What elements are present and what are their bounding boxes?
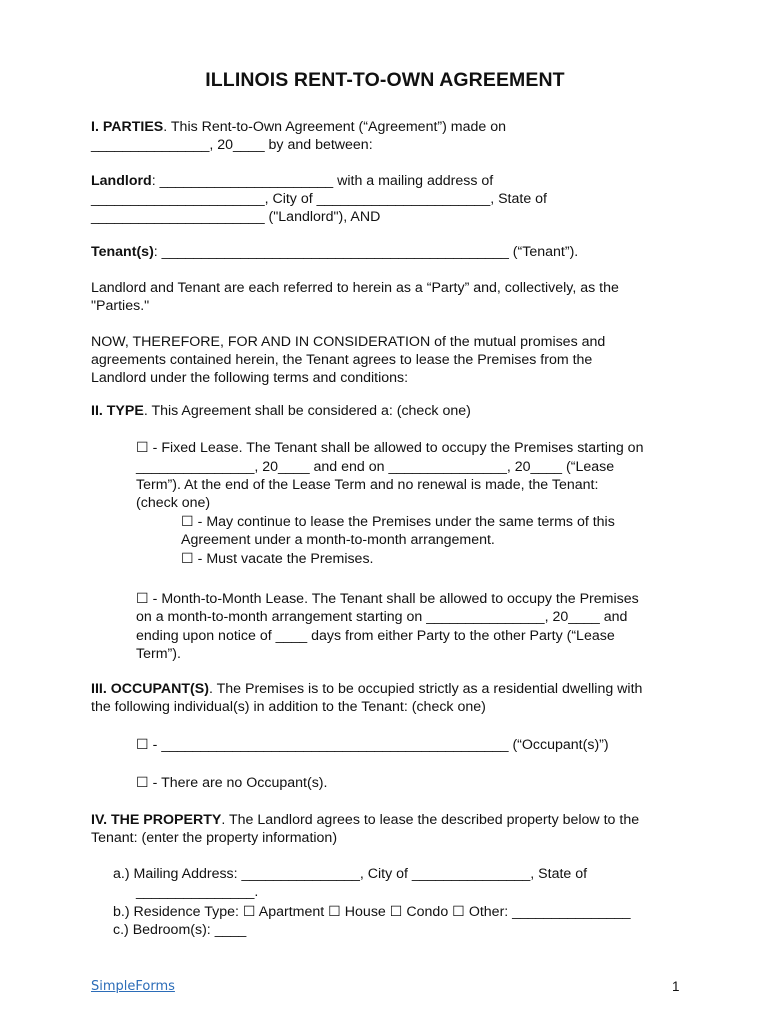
month-to-month-notice-line: ending upon notice of ____ days from either Party to the other Party (“Lease — [136, 628, 615, 644]
property-heading: IV. THE PROPERTY — [91, 812, 222, 828]
mailing-address-line: a.) Mailing Address: _______________, City of _______________, State of — [113, 866, 588, 882]
parties-paragraph: I. PARTIES. This Rent-to-Own Agreement (“Agreement”) made on — [91, 119, 507, 135]
month-to-month-checkbox-line[interactable]: ☐ - Month-to-Month Lease. The Tenant shall be allowed to occupy the Premises — [136, 591, 639, 607]
no-occupants-checkbox-line[interactable]: ☐ - There are no Occupant(s). — [136, 775, 328, 791]
parties-date-line: _______________, 20____ by and between: — [91, 137, 373, 153]
continue-lease-line-2: Agreement under a month-to-month arrangement. — [181, 532, 495, 548]
month-to-month-start-line: on a month-to-month arrangement starting on _______________, 20____ and — [136, 609, 628, 625]
occupants-heading: III. OCCUPANT(S) — [91, 681, 209, 697]
parties-heading: I. PARTIES — [91, 119, 164, 135]
occupants-paragraph: III. OCCUPANT(S). The Premises is to be occupied strictly as a residential dwelling with — [91, 681, 643, 697]
type-paragraph: II. TYPE. This Agreement shall be considered a: (check one) — [91, 403, 471, 419]
bedrooms-line: c.) Bedroom(s): ____ — [113, 922, 247, 938]
party-definition-line-2: "Parties." — [91, 298, 150, 314]
month-to-month-term-line: Term”). — [136, 646, 181, 662]
landlord-line: Landlord: ______________________ with a mailing address of — [91, 173, 494, 189]
property-line-2: Tenant: (enter the property information) — [91, 830, 338, 846]
property-paragraph: IV. THE PROPERTY. The Landlord agrees to lease the described property below to the — [91, 812, 640, 828]
landlord-label: Landlord — [91, 173, 152, 189]
fixed-lease-checkbox-line[interactable]: ☐ - Fixed Lease. The Tenant shall be allowed to occupy the Premises starting on — [136, 440, 644, 456]
occupants-line-2: the following individual(s) in addition to the Tenant: (check one) — [91, 699, 486, 715]
landlord-state-line: ______________________ ("Landlord"), AND — [91, 209, 381, 225]
tenant-line: Tenant(s): ____________________________________________ (“Tenant”). — [91, 244, 579, 260]
vacate-checkbox-line[interactable]: ☐ - Must vacate the Premises. — [181, 551, 374, 567]
tenant-label: Tenant(s) — [91, 244, 154, 260]
mailing-address-state-line: _______________. — [136, 884, 259, 900]
occupants-named-checkbox-line[interactable]: ☐ - ____________________________________________ (“Occupant(s)”) — [136, 737, 609, 753]
consideration-line-3: Landlord under the following terms and conditions: — [91, 370, 409, 386]
document-title: ILLINOIS RENT-TO-OWN AGREEMENT — [205, 69, 565, 91]
continue-lease-checkbox-line[interactable]: ☐ - May continue to lease the Premises under the same terms of this — [181, 514, 615, 530]
residence-type-line[interactable]: b.) Residence Type: ☐ Apartment ☐ House ☐ Condo ☐ Other: _______________ — [113, 904, 631, 920]
type-heading: II. TYPE — [91, 403, 144, 419]
fixed-lease-check-one: (check one) — [136, 495, 211, 511]
fixed-lease-term-line: Term”). At the end of the Lease Term and no renewal is made, the Tenant: — [136, 477, 599, 493]
consideration-line-2: agreements contained herein, the Tenant agrees to lease the Premises from the — [91, 352, 593, 368]
party-definition-line: Landlord and Tenant are each referred to herein as a “Party” and, collectively, as the — [91, 280, 619, 296]
consideration-line: NOW, THEREFORE, FOR AND IN CONSIDERATION of the mutual promises and — [91, 334, 606, 350]
fixed-lease-dates-line: _______________, 20____ and end on _______________, 20____ (“Lease — [136, 459, 615, 475]
simpleforms-link[interactable]: SimpleForms — [91, 979, 175, 994]
page-number: 1 — [672, 979, 680, 994]
landlord-address-line: ______________________, City of ______________________, State of — [91, 191, 547, 207]
